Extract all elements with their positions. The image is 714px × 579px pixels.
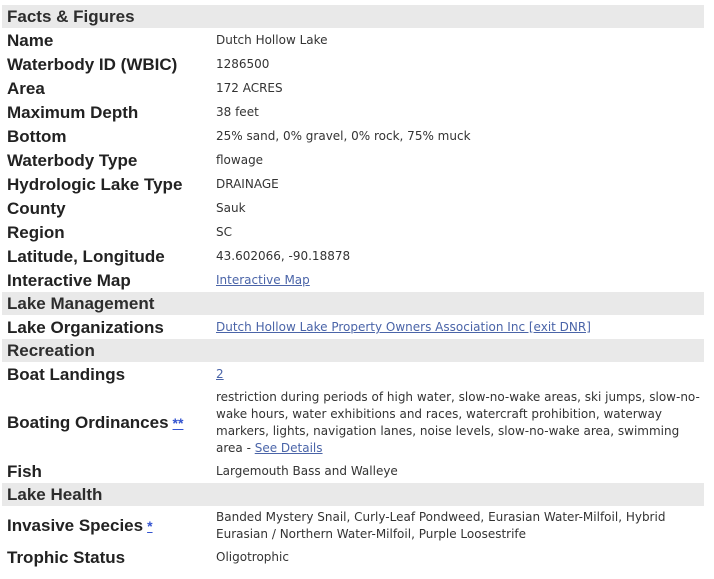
row-label-county: County bbox=[7, 199, 66, 218]
section-header-lake-health: Lake Health bbox=[2, 483, 704, 506]
row-label-name: Name bbox=[7, 31, 54, 50]
row-label-region: Region bbox=[7, 223, 65, 242]
table-row bbox=[2, 315, 704, 339]
table-row bbox=[2, 100, 704, 124]
table-row bbox=[2, 386, 704, 459]
row-value-lake-organizations bbox=[216, 319, 704, 336]
lake-organization-link[interactable]: Dutch Hollow Lake Property Owners Association Inc [exit DNR] bbox=[216, 320, 591, 334]
row-label-fish: Fish bbox=[7, 462, 42, 481]
row-value-bottom: 25% sand, 0% gravel, 0% rock, 75% muck bbox=[216, 129, 471, 143]
row-value-trophic-status: Oligotrophic bbox=[216, 550, 289, 564]
section-header-facts-figures: Facts & Figures bbox=[2, 5, 704, 28]
table-row bbox=[2, 220, 704, 244]
row-label-latitude-longitude: Latitude, Longitude bbox=[7, 247, 165, 266]
row-value-interactive-map bbox=[216, 272, 704, 289]
row-value-boating-ordinances bbox=[216, 389, 704, 457]
table-row bbox=[2, 172, 704, 196]
section-header-lake-management: Lake Management bbox=[2, 292, 704, 315]
row-label-interactive-map: Interactive Map bbox=[7, 271, 131, 290]
table-row bbox=[2, 244, 704, 268]
boating-ordinances-footnote-link[interactable]: ** bbox=[172, 415, 184, 431]
row-value-fish: Largemouth Bass and Walleye bbox=[216, 464, 398, 478]
table-row bbox=[2, 459, 704, 483]
table-row bbox=[2, 362, 704, 386]
section-header-recreation: Recreation bbox=[2, 339, 704, 362]
row-value-hydrologic-lake-type: DRAINAGE bbox=[216, 177, 279, 191]
row-value-county: Sauk bbox=[216, 201, 246, 215]
table-row bbox=[2, 545, 704, 569]
row-label-boating-ordinances bbox=[2, 413, 216, 433]
row-value-latitude-longitude: 43.602066, -90.18878 bbox=[216, 249, 351, 263]
row-label-hydrologic-lake-type: Hydrologic Lake Type bbox=[7, 175, 183, 194]
row-value-text: restriction during periods of high water, slow-no-wake areas, ski jumps, slow-no-wake hours, water exhibitions and races, watercraft prohibition, waterway markers, lights, navigation lanes, noise levels, slow-no-wake area, swimming area - bbox=[216, 390, 700, 455]
table-row bbox=[2, 148, 704, 172]
row-value-wbic: 1286500 bbox=[216, 57, 270, 71]
row-label-lake-organizations: Lake Organizations bbox=[7, 318, 164, 337]
row-value-name: Dutch Hollow Lake bbox=[216, 33, 328, 47]
row-label-maximum-depth: Maximum Depth bbox=[7, 103, 139, 122]
table-row bbox=[2, 52, 704, 76]
table-row bbox=[2, 196, 704, 220]
row-label-boat-landings: Boat Landings bbox=[7, 365, 126, 384]
row-label-text: Boating Ordinances bbox=[7, 413, 169, 432]
row-label-text: Invasive Species bbox=[7, 516, 144, 535]
table-row bbox=[2, 124, 704, 148]
invasive-species-footnote-link[interactable]: * bbox=[147, 518, 153, 534]
table-row bbox=[2, 506, 704, 545]
row-value-area: 172 ACRES bbox=[216, 81, 283, 95]
interactive-map-link[interactable]: Interactive Map bbox=[216, 273, 310, 287]
row-value-region: SC bbox=[216, 225, 232, 239]
see-details-link[interactable]: See Details bbox=[254, 441, 323, 455]
row-label-waterbody-type: Waterbody Type bbox=[7, 151, 138, 170]
table-row bbox=[2, 76, 704, 100]
row-label-area: Area bbox=[7, 79, 45, 98]
row-value-boat-landings bbox=[216, 366, 704, 383]
row-label-trophic-status: Trophic Status bbox=[7, 548, 126, 567]
row-label-invasive-species bbox=[2, 516, 216, 536]
row-value-invasive-species: Banded Mystery Snail, Curly-Leaf Pondweed, Eurasian Water-Milfoil, Hybrid Eurasian / Northern Water-Milfoil, Purple Loosestrife bbox=[216, 510, 666, 541]
boat-landings-count-link[interactable]: 2 bbox=[216, 367, 224, 381]
row-label-bottom: Bottom bbox=[7, 127, 67, 146]
row-value-waterbody-type: flowage bbox=[216, 153, 264, 167]
row-label-wbic: Waterbody ID (WBIC) bbox=[7, 55, 178, 74]
row-value-maximum-depth: 38 feet bbox=[216, 105, 259, 119]
table-row bbox=[2, 268, 704, 292]
table-row bbox=[2, 28, 704, 52]
